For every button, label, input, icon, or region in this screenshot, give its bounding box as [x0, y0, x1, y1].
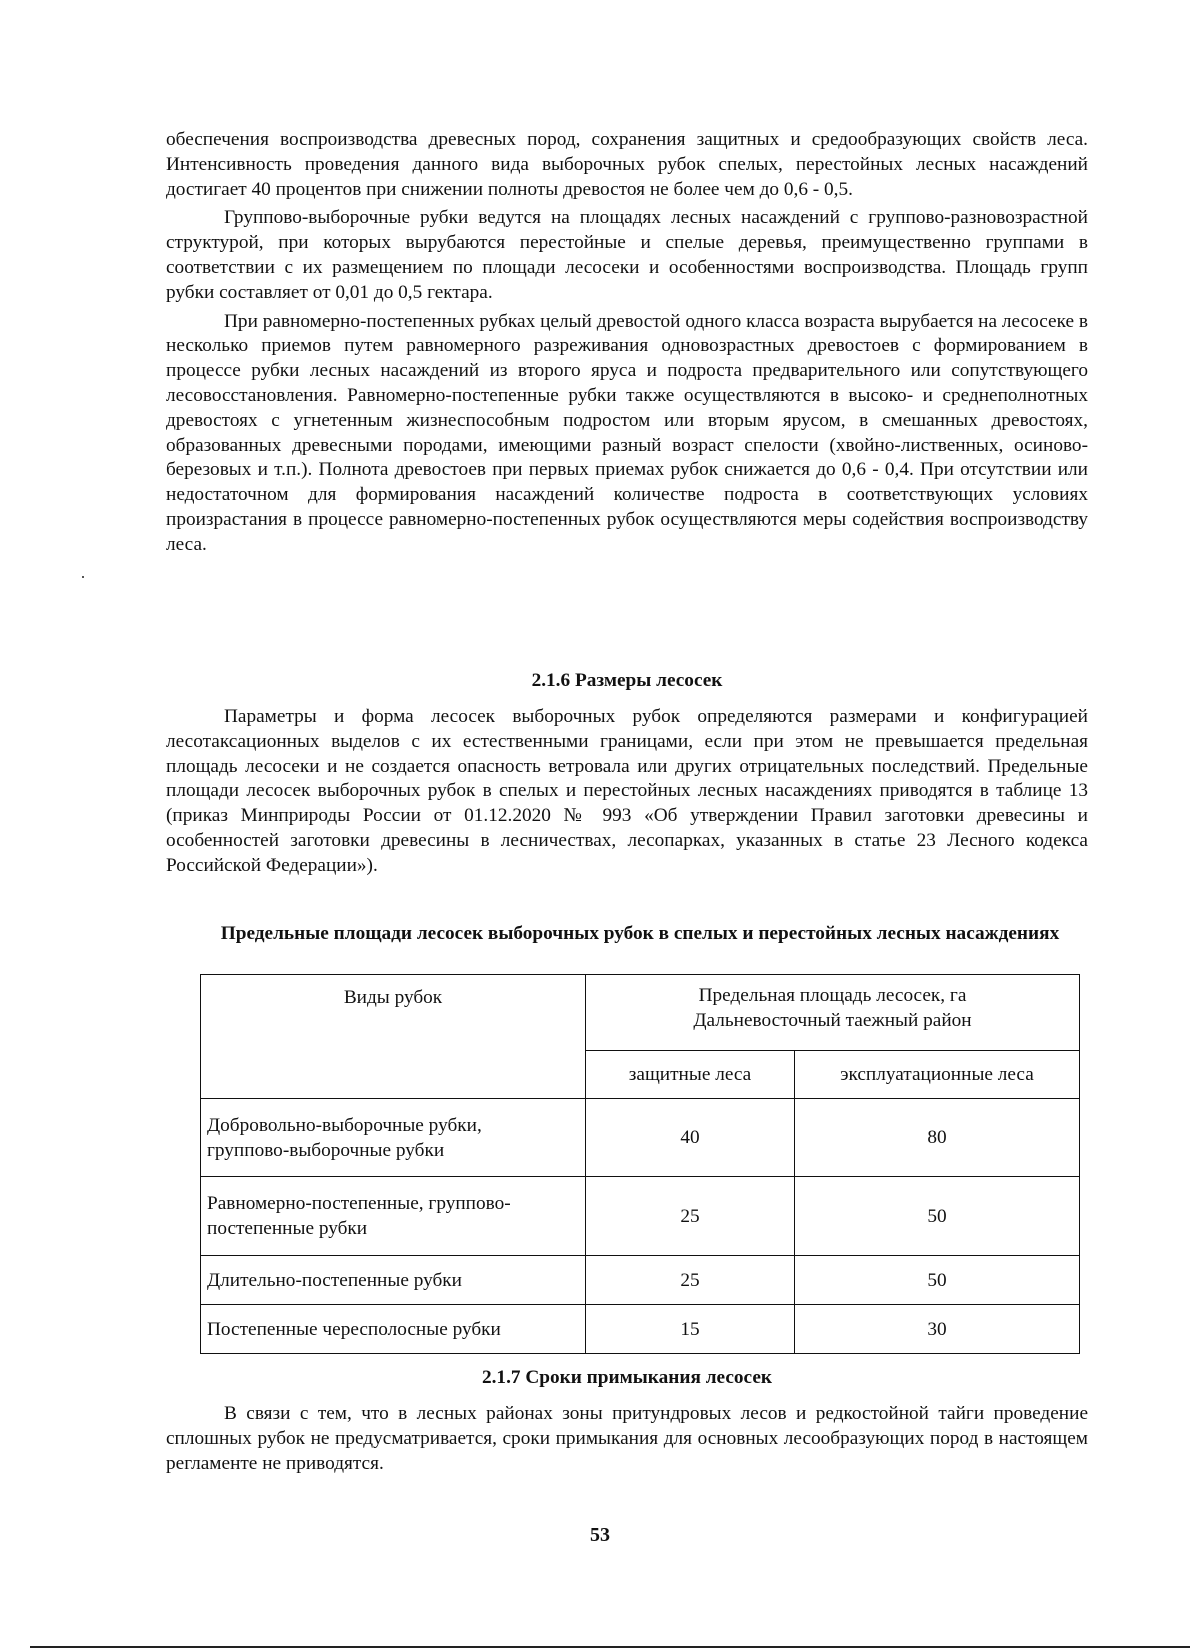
header-line: Дальневосточный таежный район — [693, 1010, 972, 1031]
table-row — [201, 1305, 1080, 1354]
cell-line: Добровольно-выборочные рубки, — [207, 1114, 482, 1136]
section-heading-2-1-6: 2.1.6 Размеры лесосек — [531, 670, 723, 691]
cutting-type: Длительно-постепенные рубки — [201, 1256, 586, 1305]
paragraph: При равномерно-постепенных рубках целый древостой одного класса возраста вырубается на лесосеке в несколько приемов путем равномерного разреживания одновозрастных древостоев с формированием в процессе рубки лесных насаждений из второго яруса и подроста предварительного или сопутствующего лесовосстановления. Равномерно-постепенные рубки также осуществляются в высоко- и среднеполнотных древостоях с угнетенным жизнеспособным подростом или вторым ярусом, в смешанных древостоях, образованных древесными породами, имеющими разный возраст спелости (хвойно-лиственных, осиново-березовых и т.п.). Полнота древостоев при первых приемах рубок снижается до 0,6 - 0,4. При отсутствии или недостаточном для формирования насаждений количестве подроста в соответствующих условиях произрастания в процессе равномерно-постепенных рубок осуществляются меры содействия воспроизводству леса. — [166, 310, 1088, 555]
table-row — [201, 1099, 1080, 1177]
table-row — [201, 1177, 1080, 1256]
body-text-top — [166, 128, 1088, 558]
section-2-1-7-text — [166, 1402, 1088, 1476]
section-2-1-6-text — [166, 705, 1088, 879]
cell-line: Равномерно-постепенные, группово- — [207, 1193, 511, 1214]
bottom-rule — [30, 1646, 1190, 1648]
protective-value: 15 — [586, 1305, 795, 1354]
header-limit-area — [586, 975, 1080, 1051]
header-cutting-type: Виды рубок — [201, 975, 586, 1099]
section-heading-2-1-7: 2.1.7 Сроки примыкания лесосек — [481, 1367, 773, 1388]
header-line: Предельная площадь лесосек, га — [698, 985, 967, 1006]
scan-speck — [82, 576, 84, 578]
header-protective: защитные леса — [586, 1051, 795, 1099]
cutting-area-table — [200, 974, 1080, 1354]
exploitation-value: 50 — [795, 1177, 1080, 1256]
page-number: 53 — [590, 1524, 610, 1546]
header-exploitation: эксплуатационные леса — [795, 1051, 1080, 1099]
cutting-type — [201, 1177, 586, 1256]
exploitation-value: 50 — [795, 1256, 1080, 1305]
exploitation-value: 30 — [795, 1305, 1080, 1354]
table-row — [201, 1256, 1080, 1305]
cell-line: постепенные рубки — [207, 1218, 368, 1239]
cutting-type — [201, 1099, 586, 1177]
exploitation-value: 80 — [795, 1099, 1080, 1177]
protective-value: 25 — [586, 1256, 795, 1305]
cell-line: группово-выборочные рубки — [207, 1139, 445, 1161]
paragraph: Параметры и форма лесосек выборочных рубок определяются размерами и конфигурацией лесотаксационных выделов с их естественными границами, если при этом не превышается предельная площадь лесосеки и не создается опасность ветровала или других отрицательных последствий. Предельные площади лесосек выборочных рубок в спелых и перестойных лесных насаждениях приводятся в таблице 13 (приказ Минприроды России от 01.12.2020 № 993 «Об утверждении Правил заготовки древесины и особенностей заготовки древесины в лесничествах, лесопарках, указанных в статье 23 Лесного кодекса Российской Федерации»). — [166, 706, 1088, 876]
protective-value: 25 — [586, 1177, 795, 1256]
paragraph: обеспечения воспроизводства древесных пород, сохранения защитных и средообразующих свойств леса. Интенсивность проведения данного вида выборочных рубок спелых, перестойных лесных насаждений достигает 40 процентов при снижении полноты древостоя не более чем до 0,6 - 0,5. — [166, 129, 1088, 200]
table-caption: Предельные площади лесосек выборочных рубок в спелых и перестойных лесных насаждениях — [220, 923, 1060, 944]
protective-value: 40 — [586, 1099, 795, 1177]
paragraph: В связи с тем, что в лесных районах зоны притундровых лесов и редкостойной тайги проведение сплошных рубок не предусматривается, сроки примыкания для основных лесообразующих пород в настоящем регламенте не приводятся. — [166, 1403, 1088, 1474]
paragraph: Группово-выборочные рубки ведутся на площадях лесных насаждений с группово-разновозрастной структурой, при которых вырубаются перестойные и спелые деревья, преимущественно группами в соответствии с их размещением по площади лесосеки и особенностями воспроизводства. Площадь групп рубки составляет от 0,01 до 0,5 гектара. — [166, 207, 1088, 303]
cutting-type: Постепенные чересполосные рубки — [201, 1305, 586, 1354]
